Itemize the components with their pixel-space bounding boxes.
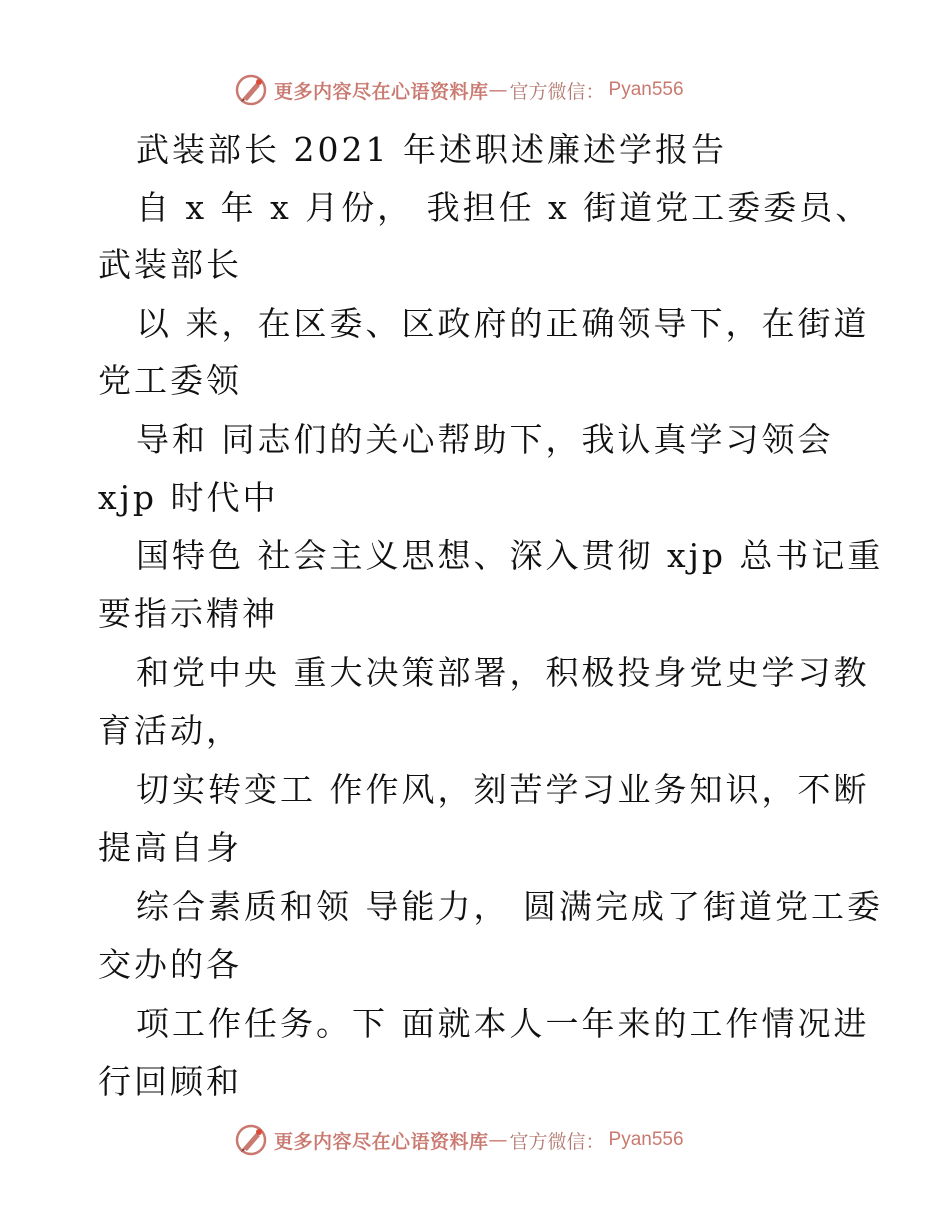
text-line: 武装部长 [98, 245, 242, 284]
document-title: 武装部长 2021 年述职述廉述学报告 [136, 130, 727, 169]
pen-logo-icon [234, 1123, 268, 1157]
text-line: 切实转变工 作作风，刻苦学习业务知识，不断 [136, 770, 870, 809]
text-line: 综合素质和领 导能力， 圆满完成了街道党工委 [136, 887, 883, 926]
banner-separator: — [488, 1129, 508, 1151]
text-line: 国特色 社会主义思想、深入贯彻 xjp 总书记重 [136, 536, 884, 575]
text-line: 提高自身 [98, 828, 242, 867]
banner-separator: — [488, 79, 508, 101]
banner-label: 官方微信： [509, 80, 605, 103]
banner-text: 更多内容尽在心语资料库 [274, 80, 489, 103]
footer-banner [234, 1120, 714, 1160]
text-line: 交办的各 [98, 945, 242, 984]
banner-text: 更多内容尽在心语资料库 [274, 1130, 489, 1153]
text-line: 行回顾和 [98, 1062, 242, 1101]
pen-logo-icon [234, 73, 268, 107]
text-line: 以 来，在区委、区政府的正确领导下，在街道 [136, 304, 870, 343]
banner-label: 官方微信： [509, 1130, 605, 1153]
text-line: 自 x 年 x 月份， 我担任 x 街道党工委委员、 [136, 188, 872, 227]
text-line: 要指示精神 [98, 594, 278, 633]
text-line: 导和 同志们的关心帮助下，我认真学习领会 [136, 420, 834, 459]
banner-id: Pyan556 [608, 1129, 684, 1150]
text-line: xjp 时代中 [98, 478, 279, 517]
text-line: 和党中央 重大决策部署，积极投身党史学习教 [136, 653, 870, 692]
text-line: 育活动， [98, 711, 242, 750]
text-line: 项工作任务。下 面就本人一年来的工作情况进 [136, 1004, 870, 1043]
banner-id: Pyan556 [608, 79, 684, 100]
text-line: 党工委领 [98, 361, 242, 400]
header-banner [234, 70, 714, 110]
